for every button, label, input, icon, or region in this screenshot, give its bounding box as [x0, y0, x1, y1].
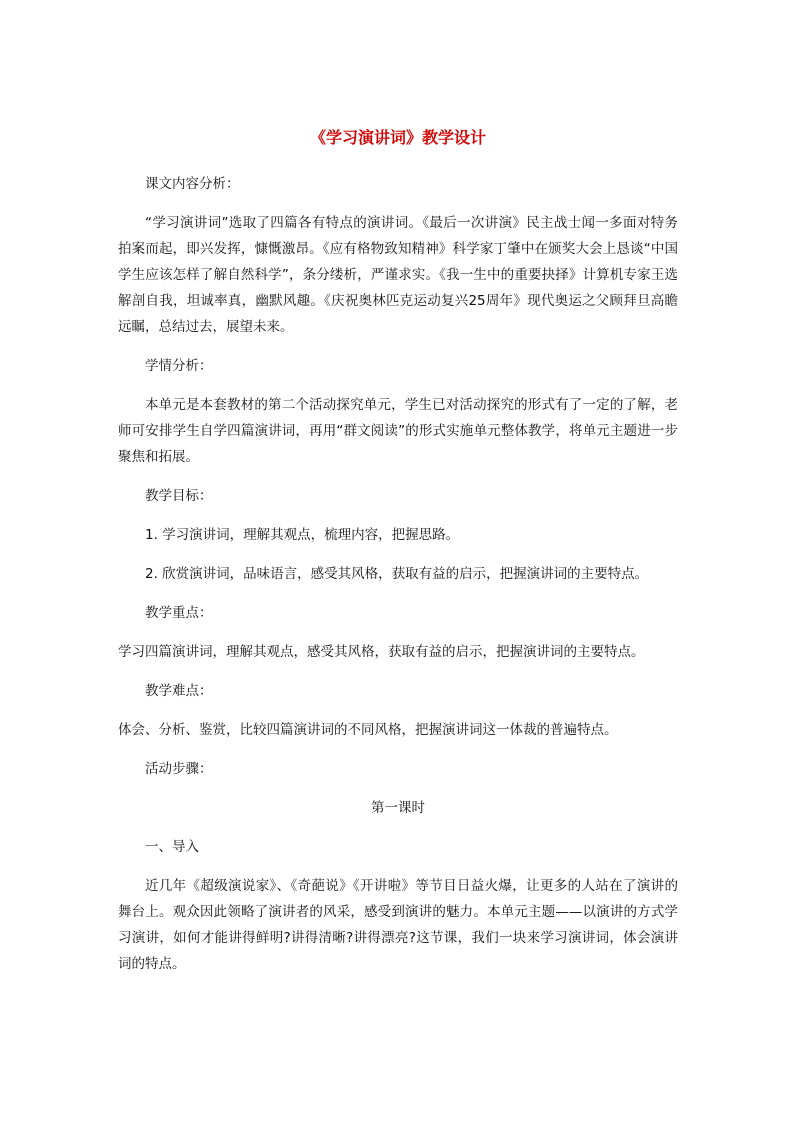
analysis-heading: 课文内容分析：: [145, 176, 240, 192]
goal-item-2: 2. 欣赏演讲词，品味语言，感受其风格，获取有益的启示，把握演讲词的主要特点。: [145, 566, 649, 582]
difficulty-paragraph: 体会、分析、鉴赏，比较四篇演讲词的不同风格，把握演讲词这一体裁的普遍特点。: [118, 722, 618, 738]
situation-heading: 学情分析：: [145, 358, 213, 374]
goals-heading: 教学目标：: [145, 488, 213, 504]
goal-item-1: 1. 学习演讲词，理解其观点，梳理内容，把握思路。: [145, 527, 460, 543]
situation-paragraph: 本单元是本套教材的第二个活动探究单元，学生已对活动探究的形式有了一定的了解，老师可安排学生自学四篇演讲词，再用“群文阅读”的形式实施单元整体教学，将单元主题进一步聚焦和拓展。: [118, 397, 678, 465]
difficulty-heading: 教学难点：: [145, 683, 213, 699]
document-body: [118, 127, 678, 990]
analysis-paragraph: “学习演讲词”选取了四篇各有特点的演讲词。《最后一次讲演》民主战士闻一多面对特务拍案而起，即兴发挥，慷慨激昂。《应有格物致知精神》科学家丁肇中在颁奖大会上恳谈“中国学生应该怎样了解自然科学”，条分缕析，严谨求实。《我一生中的重要抉择》计算机专家王选解剖自我，坦诚率真，幽默风趣。《庆祝奥林匹克运动复兴25周年》现代奥运之父顾拜旦高瞻远瞩，总结过去，展望未来。: [118, 215, 678, 335]
intro-paragraph: 近几年《超级演说家》、《奇葩说》《开讲啦》等节目日益火爆，让更多的人站在了演讲的舞台上。观众因此领略了演讲者的风采，感受到演讲的魅力。本单元主题——以演讲的方式学习演讲，如何才能讲得鲜明?讲得清晰?讲得漂亮?这节课，我们一块来学习演讲词，体会演讲词的特点。: [118, 878, 678, 972]
steps-heading: 活动步骤：: [145, 761, 213, 777]
document-title: 《学习演讲词》教学设计: [309, 128, 486, 147]
intro-heading: 一、导入: [145, 839, 199, 855]
key-points-heading: 教学重点：: [145, 605, 213, 621]
lesson-title: 第一课时: [371, 800, 425, 816]
key-points-paragraph: 学习四篇演讲词，理解其观点，感受其风格，获取有益的启示，把握演讲词的主要特点。: [118, 644, 645, 660]
